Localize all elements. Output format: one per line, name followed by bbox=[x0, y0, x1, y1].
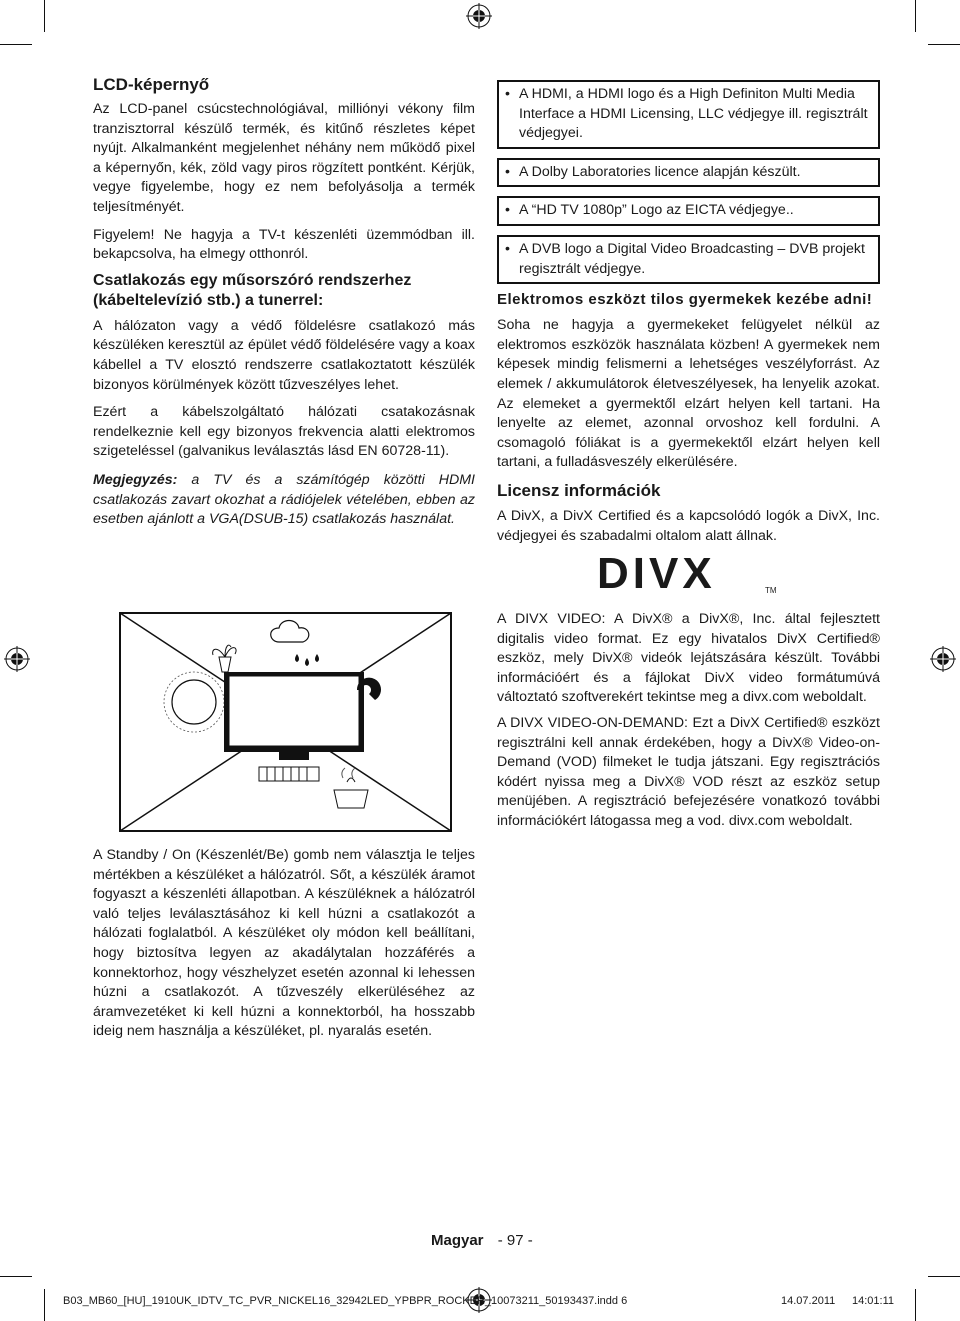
trademark-box-hdmi bbox=[497, 80, 880, 149]
crop-mark bbox=[0, 44, 32, 45]
bullet: • bbox=[505, 240, 510, 257]
license-section-title: Licensz információk bbox=[497, 480, 661, 500]
divx-video-paragraph: A DIVX VIDEO: A DivX® a DivX®, Inc. által fejlesztett digitalis video format. Ez egy hivatalos DivX Certified® eszköz, mely DivX® videók lejátszására készült. További információért és a fájlokat DivX video formátumúvá változtató szoftverekért tekintse meg a divx.com weboldalt. bbox=[497, 611, 880, 706]
crop-mark bbox=[915, 0, 916, 32]
placement-warning-illustration bbox=[119, 612, 452, 832]
divx-logo-text: DIVX bbox=[597, 549, 716, 599]
trademark-box-hdtv bbox=[497, 196, 880, 226]
bullet: • bbox=[505, 86, 510, 102]
plant-icon bbox=[213, 645, 236, 672]
cable-section-title: Csatlakozás egy műsorszóró rendszerhez (kábeltelevízió stb.) a tunerrel: bbox=[93, 271, 412, 309]
bullet: • bbox=[505, 163, 510, 180]
print-slug-date: 14.07.2011 bbox=[781, 1295, 836, 1307]
children-warning-paragraph: Soha ne hagyja a gyermekeket felügyelet nélkül az elektromos eszközök használata közben! A gyermekek nem képesek mindig felismerni a lehetséges veszélyforrást. Az elemek / akkumulátorok életveszélyesek, ha lenyelik azokat. Az elemeket a gyermektől elzárt helyen kell tartani. Ha lenyelte az elemet, azonnal orvoshoz kell fordulni. A csomagoló fóliákat is a gyermekektől elzárt helyen kell tartani, a fulladásveszély elkerülésére. bbox=[497, 317, 880, 471]
lcd-section-title: LCD-képernyő bbox=[93, 75, 210, 94]
cable-paragraph-2: Ezért a kábelszolgáltató hálózati csatakozásnak rendelkeznie kell egy bizonyos frekvencia alatti elektromos szigeteléssel (galvanikus leválasztás lásd EN 60728-11). bbox=[93, 404, 475, 460]
heater-icon bbox=[259, 767, 319, 781]
print-slug-filename: B03_MB60_[HU]_1910UK_IDTV_TC_PVR_NICKEL16_32942LED_YPBPR_ROCKER_10073211_50193437.indd 6 bbox=[63, 1295, 628, 1307]
crop-mark bbox=[44, 1289, 45, 1321]
trademark-box-dolby bbox=[497, 158, 880, 188]
footer-language: Magyar bbox=[431, 1232, 484, 1249]
standby-warning-paragraph: Figyelem! Ne hagyja a TV-t készenléti üzemmódban ill. bekapcsolva, ha elmegy otthonról. bbox=[93, 226, 475, 263]
crop-mark bbox=[0, 1276, 32, 1277]
trademark-text: A Dolby Laboratories licence alapján készült. bbox=[519, 163, 801, 180]
crop-mark bbox=[928, 1276, 960, 1277]
registration-mark-icon bbox=[930, 646, 956, 672]
tv-icon bbox=[224, 672, 364, 760]
children-warning-title: Elektromos eszközt tilos gyermekek kezébe adni! bbox=[497, 291, 873, 309]
note-label: Megjegyzés: bbox=[93, 471, 178, 488]
crop-mark bbox=[928, 44, 960, 45]
cooking-pot-icon bbox=[334, 768, 368, 808]
sun-icon bbox=[164, 672, 224, 732]
trademark-box-dvb bbox=[497, 235, 880, 284]
trademark-text: A HDMI, a HDMI logo és a High Definiton Multi Media Interface a HDMI Licensing, LLC védjegye ill. regisztrált védjegyei. bbox=[519, 86, 868, 142]
page-footer bbox=[431, 1232, 533, 1249]
divx-logo bbox=[597, 549, 880, 600]
standby-paragraph: A Standby / On (Készenlét/Be) gomb nem választja le teljes mértékben a készüléket a hálózatról. Sőt, a készülék áramot fogyaszt a készenléti állapotban. A készüléknek a hálózatról való teljes leválasztásához ki kell húzni a csatlakozót a hálózati foglalatból. A készüléket oly módon kell beállítani, hogy biztosítva legyen az akadálytalan hozzáférés a konnektorhoz, hogy vészhelyzet esetén azonnal ki lehessen húzni a csatlakozót. A tűzveszély elkerüléséhez az áramvezetéket ki kell húzni a konnektorból, ha hosszabb ideig nem használja a készüléket, pl. nyaralás esetén. bbox=[93, 847, 475, 1040]
hdmi-note bbox=[93, 471, 475, 530]
print-slug-time: 14:01:11 bbox=[852, 1295, 895, 1307]
trademark-text: A “HD TV 1080p” Logo az EICTA védjegye.. bbox=[519, 202, 794, 219]
registration-mark-icon bbox=[466, 3, 492, 29]
page-number: - 97 - bbox=[497, 1232, 533, 1249]
bullet: • bbox=[505, 202, 510, 219]
registration-mark-icon bbox=[4, 646, 30, 672]
standby-section bbox=[93, 846, 475, 1042]
right-column bbox=[497, 80, 880, 832]
license-paragraph: A DivX, a DivX Certified és a kapcsolódó logók a DivX, Inc. védjegyei és szabadalmi oltalom alatt állnak. bbox=[497, 507, 880, 544]
lcd-paragraph: Az LCD-panel csúcstechnológiával, milliónyi vékony film tranzisztorral készülő termék, és kitűnő részletes képet nyújt. Alkalmanként megjelenhet néhány nem működő pixel a képernyőn, kék, zöld vagy piros rögzített pontként. Kérjük, vegye figyelembe, hogy ez nem befolyásolja a termék teljesítményét. bbox=[93, 101, 475, 215]
note-text: a TV és a számítógép közötti HDMI csatlakozás zavart okozhat a rádiójelek vételében, ebben az esetben ajánlott a VGA(DSUB-15) csatlakozás használat. bbox=[93, 471, 475, 528]
crop-mark bbox=[915, 1289, 916, 1321]
divx-vod-paragraph: A DIVX VIDEO-ON-DEMAND: Ezt a DivX Certified® eszközt regisztrálni kell annak érdekében, hogy a DivX® Video-on-Demand (VOD) filmeket le tudja játszani. Egy regisztrációs kódért nyissa meg a DivX® VOD részt az eszköz setup menüjében. A regisztráció befejezésére vonatkozó további információkért látogassa meg a vod. divx.com weboldalt. bbox=[497, 715, 880, 830]
crop-mark bbox=[44, 0, 45, 32]
divx-trademark: TM bbox=[765, 586, 777, 596]
left-column bbox=[93, 75, 475, 530]
trademark-text: A DVB logo a Digital Video Broadcasting – DVB projekt regisztrált védjegye. bbox=[519, 240, 865, 277]
rain-cloud-icon bbox=[271, 621, 319, 667]
cable-paragraph-1: A hálózaton vagy a védő földelésre csatlakozó más készüléken keresztül az épület védő földelésére vagy a koax kábellel a TV elosztó rendszerre csatlakoztatott készülék bizonyos körülmények között tűzveszélyes lehet. bbox=[93, 317, 475, 393]
